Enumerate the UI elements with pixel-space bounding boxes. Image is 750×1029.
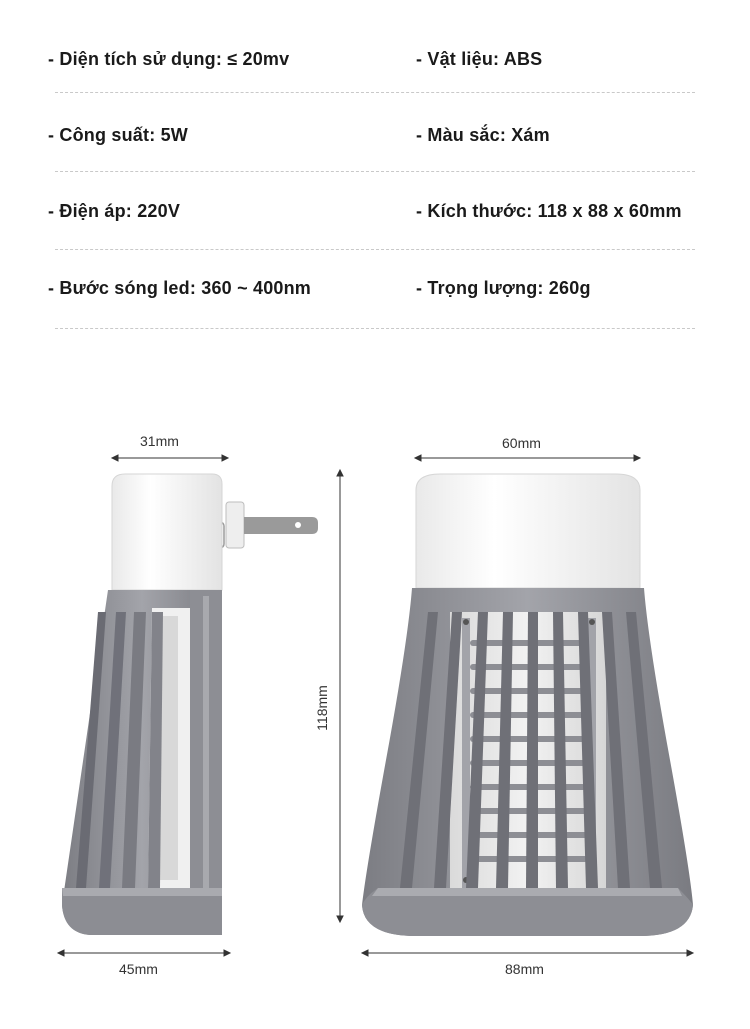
spec-area: - Diện tích sử dụng: ≤ 20mv <box>48 49 290 69</box>
front-view <box>362 474 693 936</box>
dimension-side-bottom: 45mm <box>119 961 158 977</box>
dimension-front-top: 60mm <box>502 435 541 451</box>
dimension-front-bottom: 88mm <box>505 961 544 977</box>
spec-size: - Kích thước: 118 x 88 x 60mm <box>416 201 682 221</box>
dimension-side-top: 31mm <box>140 433 179 449</box>
spec-material: - Vật liệu: ABS <box>416 49 543 69</box>
spec-color: - Màu sắc: Xám <box>416 125 550 145</box>
spec-voltage: - Điện áp: 220V <box>48 201 181 221</box>
spec-power: - Công suất: 5W <box>48 125 188 145</box>
side-view <box>62 474 318 935</box>
spec-weight: - Trọng lượng: 260g <box>416 278 591 298</box>
dimension-height: 118mm <box>313 685 330 731</box>
spec-wavelength: - Bước sóng led: 360 ~ 400nm <box>48 278 312 298</box>
